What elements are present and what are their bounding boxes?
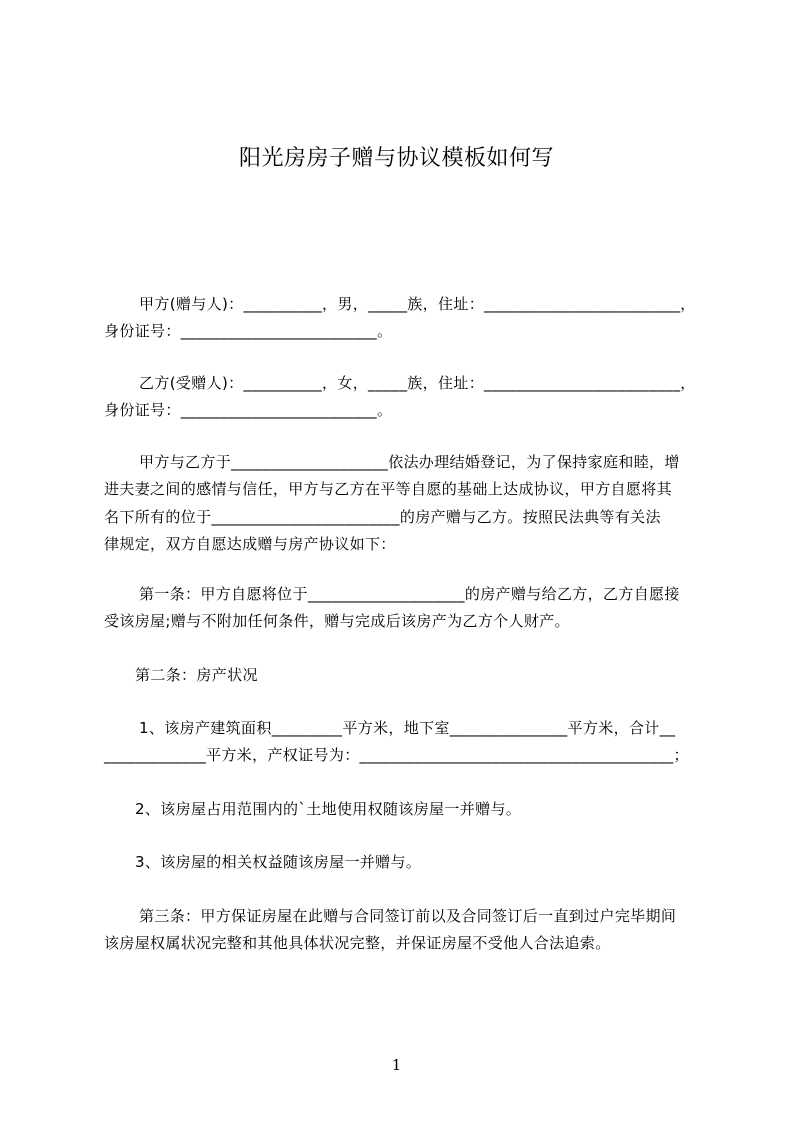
- party-b-line-1: 乙方(受赠人)：__________，女，_____族，住址：_________________________，: [139, 374, 696, 392]
- party-a-line-1: 甲方(赠与人)：__________，男，_____族，住址：_________________________，: [139, 295, 696, 313]
- article-2-heading: 第二条：房产状况: [135, 666, 258, 684]
- intro-line-1: 甲方与乙方于____________________依法办理结婚登记，为了保持家庭和睦，增: [139, 453, 680, 471]
- intro-line-4: 律规定，双方自愿达成赠与房产协议如下：: [104, 535, 396, 553]
- article-2-item-3: 3、该房屋的相关权益随该房屋一并赠与。: [135, 853, 422, 871]
- article-1-line-1: 第一条：甲方自愿将位于____________________的房产赠与给乙方，乙方自愿接: [139, 585, 680, 603]
- party-a-line-2: 身份证号：_________________________。: [104, 322, 393, 340]
- article-2-item-1-line-1: 1、该房产建筑面积_________平方米，地下室_______________平方米，合计__: [139, 719, 676, 737]
- intro-line-2: 进夫妻之间的感情与信任，甲方与乙方在平等自愿的基础上达成协议，甲方自愿将其: [104, 480, 672, 498]
- intro-line-3: 名下所有的位于________________________的房产赠与乙方。按照民法典等有关法: [104, 508, 661, 526]
- article-1-line-2: 受该房屋;赠与不附加任何条件，赠与完成后该房产为乙方个人财产。: [104, 612, 570, 630]
- article-3-line-2: 该房屋权属状况完整和其他具体状况完整，并保证房屋不受他人合法追索。: [104, 934, 611, 952]
- page-number: 1: [391, 1056, 402, 1074]
- document-title: 阳光房房子赠与协议模板如何写: [238, 146, 554, 171]
- article-3-line-1: 第三条：甲方保证房屋在此赠与合同签订前以及合同签订后一直到过户完毕期间: [139, 907, 677, 925]
- article-2-item-1-line-2: _____________平方米，产权证号为：________________________________________；: [104, 746, 689, 764]
- article-2-item-2: 2、该房屋占用范围内的`土地使用权随该房屋一并赠与。: [135, 800, 522, 818]
- party-b-line-2: 身份证号：_________________________。: [104, 401, 393, 419]
